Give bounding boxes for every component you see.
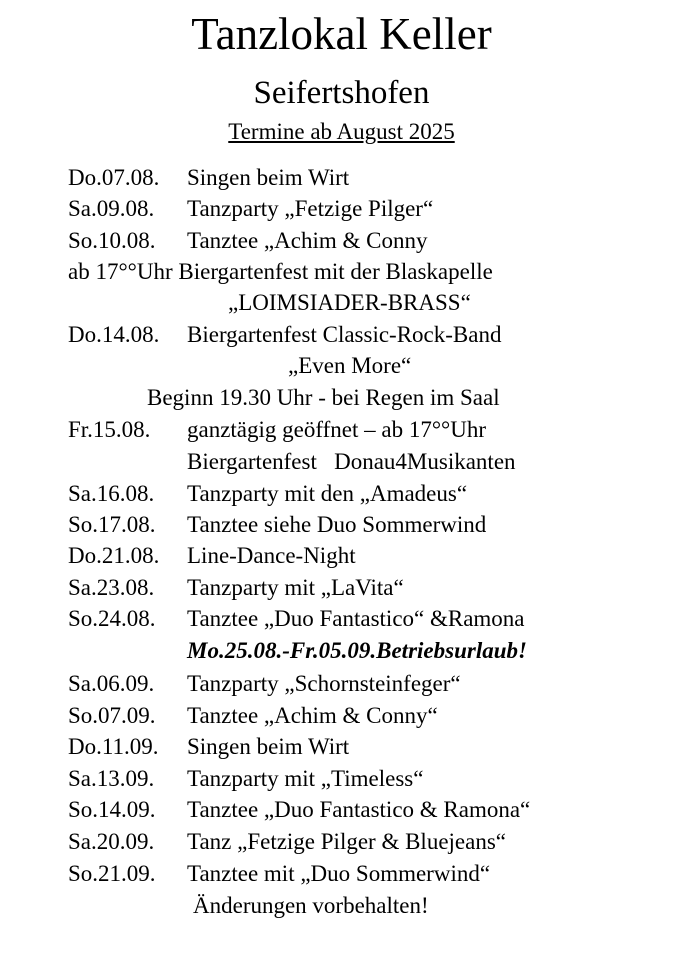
band-name: „Even More“ bbox=[288, 353, 412, 378]
event-date: So.10.08. bbox=[68, 228, 156, 253]
event-date: Sa.23.08. bbox=[68, 575, 155, 600]
event-date: Do.21.08. bbox=[68, 543, 160, 568]
footer-note: Änderungen vorbehalten! bbox=[193, 893, 429, 918]
event-text: Tanzparty „Schornsteinfeger“ bbox=[187, 671, 461, 696]
event-text: Tanzparty „Fetzige Pilger“ bbox=[187, 196, 434, 221]
event-date: Fr.15.08. bbox=[68, 417, 151, 442]
event-text: Tanzparty mit den „Amadeus“ bbox=[187, 481, 468, 506]
event-text: Tanzparty mit „LaVita“ bbox=[187, 575, 404, 600]
event-text: Tanztee „Duo Fantastico & Ramona“ bbox=[187, 797, 531, 822]
event-date: Sa.06.09. bbox=[68, 671, 155, 696]
event-date: Do.07.08. bbox=[68, 165, 160, 190]
event-date: So.14.09. bbox=[68, 797, 156, 822]
event-date: So.17.08. bbox=[68, 512, 156, 537]
event-date: Sa.16.08. bbox=[68, 481, 155, 506]
event-text: Singen beim Wirt bbox=[187, 165, 350, 190]
event-text: Tanztee „Duo Fantastico“ &Ramona bbox=[187, 606, 525, 631]
band-name: „LOIMSIADER-BRASS“ bbox=[228, 290, 471, 315]
event-note: Biergartenfest Donau4Musikanten bbox=[187, 449, 516, 474]
event-date: Sa.13.09. bbox=[68, 766, 155, 791]
event-date: So.07.09. bbox=[68, 703, 156, 728]
event-note: Beginn 19.30 Uhr - bei Regen im Saal bbox=[147, 385, 500, 410]
event-text: Line-Dance-Night bbox=[187, 543, 356, 568]
event-text: Biergartenfest Classic-Rock-Band bbox=[187, 322, 502, 347]
event-note: ab 17°°Uhr Biergartenfest mit der Blaskapelle bbox=[68, 259, 493, 284]
event-date: Do.14.08. bbox=[68, 322, 160, 347]
event-date: Sa.20.09. bbox=[68, 829, 155, 854]
event-date: So.21.09. bbox=[68, 861, 156, 886]
page-title: Tanzlokal Keller bbox=[191, 9, 492, 59]
location-subtitle: Seifertshofen bbox=[253, 75, 430, 111]
dates-heading: Termine ab August 2025 bbox=[228, 119, 455, 144]
event-text: ganztägig geöffnet – ab 17°°Uhr bbox=[187, 417, 486, 442]
event-text: Tanz „Fetzige Pilger & Bluejeans“ bbox=[187, 829, 507, 854]
event-text: Tanztee siehe Duo Sommerwind bbox=[187, 512, 487, 537]
event-text: Tanztee mit „Duo Sommerwind“ bbox=[187, 861, 491, 886]
vacation-notice: Mo.25.08.-Fr.05.09.Betriebsurlaub! bbox=[187, 638, 527, 663]
event-text: Tanzparty mit „Timeless“ bbox=[187, 766, 424, 791]
event-text: Singen beim Wirt bbox=[187, 734, 350, 759]
event-date: Do.11.09. bbox=[68, 734, 159, 759]
event-text: Tanztee „Achim & Conny“ bbox=[187, 703, 438, 728]
event-text: Tanztee „Achim & Conny bbox=[187, 228, 428, 253]
event-date: So.24.08. bbox=[68, 606, 156, 631]
event-date: Sa.09.08. bbox=[68, 196, 155, 221]
